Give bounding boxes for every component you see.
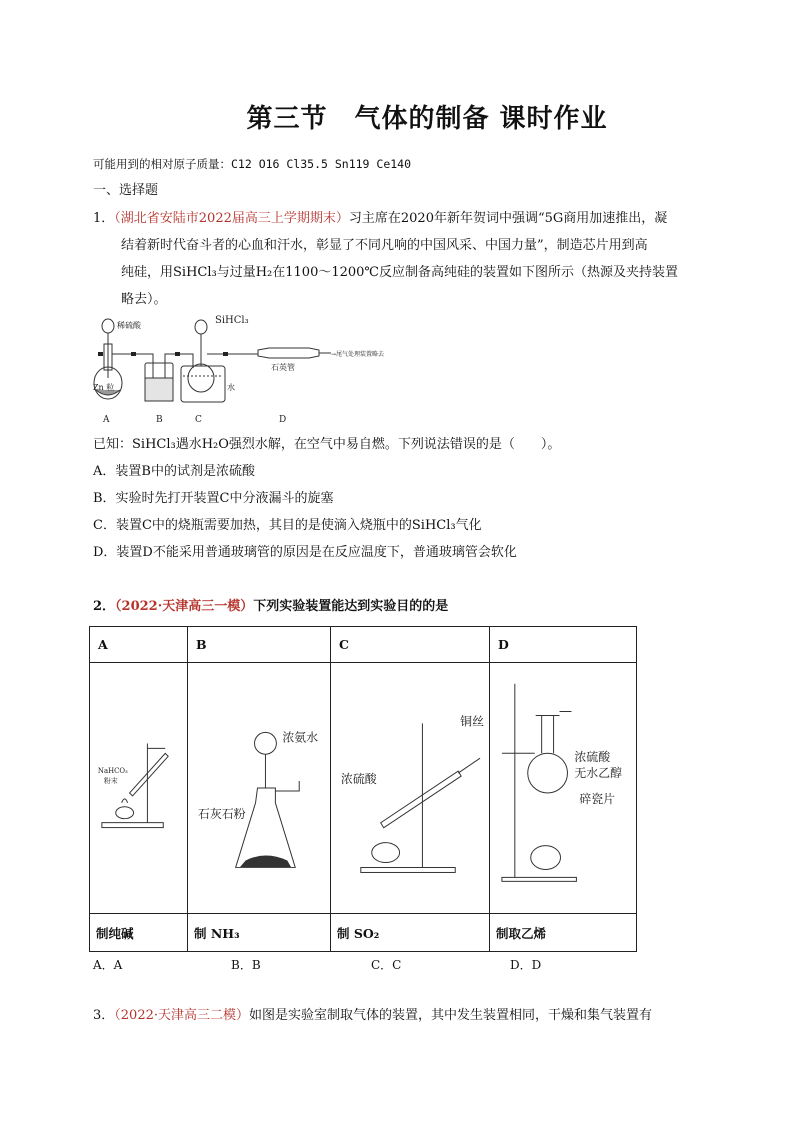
q2-answer-c: C．C — [371, 958, 402, 972]
label-limestone: 石灰石粉 — [197, 806, 246, 821]
label-conc-acid-c: 浓硫酸 — [340, 772, 377, 787]
label-dilute-acid: 稀硫酸 — [117, 321, 141, 330]
label-c: C — [195, 415, 202, 425]
q1-number: 1． — [93, 211, 115, 226]
q1-line1 — [93, 211, 667, 227]
label-a: A — [103, 415, 110, 425]
q2-stem: 下列实验装置能达到实验目的的是 — [253, 599, 449, 614]
funnel-c — [195, 320, 207, 334]
label-chips: 碎瓷片 — [579, 791, 616, 806]
q1-text-4: 略去）。 — [121, 292, 167, 307]
atomic-masses: 可能用到的相对原子质量：C12 O16 Cl35.5 Sn119 Ce140 — [93, 157, 412, 171]
q2-image-d — [490, 663, 637, 914]
q3-number: 3． — [93, 1008, 115, 1023]
q2-number: 2． — [93, 599, 116, 614]
label-sihcl3: SiHCl₃ — [215, 315, 249, 326]
q2-caption-a: 制纯碱 — [90, 914, 188, 952]
q3-line — [93, 1008, 652, 1024]
q2-options-table — [89, 626, 637, 952]
label-nahco3: NaHCO₃ — [97, 767, 128, 776]
q1-option-b: B．实验时先打开装置C中分液漏斗的旋塞 — [93, 491, 334, 506]
q2-answer-b: B．B — [231, 958, 261, 972]
q2-caption-b: 制 NH₃ — [188, 914, 331, 952]
flask-c — [188, 364, 214, 392]
q2-source: （2022·天津高三一模） — [115, 599, 254, 614]
section-heading: 一、选择题 — [93, 183, 159, 198]
label-quartz: 石英管 — [271, 363, 295, 372]
label-ethanol: 无水乙醇 — [574, 766, 623, 781]
label-zn: Zn 粒 — [93, 383, 115, 392]
q1-text-3: 纯硅，用SiHCl₃与过量H₂在1100～1200℃反应制备高纯硅的装置如下图所示（热源及夹持装置 — [121, 265, 678, 280]
q2-answer-a: A．A — [93, 958, 123, 972]
q1-apparatus-figure — [93, 308, 423, 426]
q2-stem-line — [93, 599, 448, 615]
quartz-tube-d — [258, 348, 319, 358]
apparatus-c-tube-heating — [331, 663, 489, 913]
q2-header-a: A — [90, 627, 188, 663]
label-b: B — [156, 415, 163, 425]
label-ammonia: 浓氨水 — [282, 730, 319, 745]
label-tail: →尾气处理装置略去 — [331, 351, 385, 358]
q2-image-a — [90, 663, 188, 914]
q2-caption-c: 制 SO₂ — [331, 914, 490, 952]
label-copper: 铜丝 — [460, 714, 484, 729]
apparatus-b-flask-funnel — [188, 663, 330, 913]
water-bath-c — [181, 366, 225, 402]
q3-stem: 如图是实验室制取气体的装置，其中发生装置相同，干燥和集气装置有 — [249, 1008, 653, 1023]
q1-text-1: 习主席在2020年新年贺词中强调“5G商用加速推出，凝 — [348, 211, 668, 226]
q2-header-b: B — [188, 627, 331, 663]
q2-answer-d: D．D — [510, 958, 542, 972]
page-title: 第三节 气体的制备 课时作业 — [246, 104, 608, 134]
q2-header-c: C — [331, 627, 490, 663]
label-powder: 粉末 — [103, 777, 118, 786]
q1-known: 已知：SiHCl₃遇水H₂O强烈水解，在空气中易自燃。下列说法错误的是（ ）。 — [93, 437, 561, 452]
q2-caption-d: 制取乙烯 — [490, 914, 637, 952]
label-conc-acid-d: 浓硫酸 — [574, 750, 611, 765]
q3-source: （2022·天津高三二模） — [114, 1008, 249, 1023]
q1-option-c: C．装置C中的烧瓶需要加热，其目的是使滴入烧瓶中的SiHCl₃气化 — [93, 518, 482, 533]
q1-option-a: A．装置B中的试剂是浓硫酸 — [93, 464, 255, 479]
q1-text-2: 结着新时代奋斗者的心血和汗水，彰显了不同凡响的中国风采、中国力量”，制造芯片用到高 — [121, 238, 648, 253]
funnel-a — [102, 319, 114, 333]
label-water: 水 — [227, 383, 235, 392]
q1-source: （湖北省安陆市2022届高三上学期期末） — [114, 211, 349, 226]
apparatus-d-ethylene — [490, 663, 636, 913]
q1-option-d: D．装置D不能采用普通玻璃管的原因是在反应温度下，普通玻璃管会软化 — [93, 545, 517, 560]
apparatus-a-heating-tube — [90, 663, 187, 913]
q2-image-c — [331, 663, 490, 914]
label-d: D — [279, 415, 287, 425]
q2-header-d: D — [490, 627, 637, 663]
q2-image-b — [188, 663, 331, 914]
